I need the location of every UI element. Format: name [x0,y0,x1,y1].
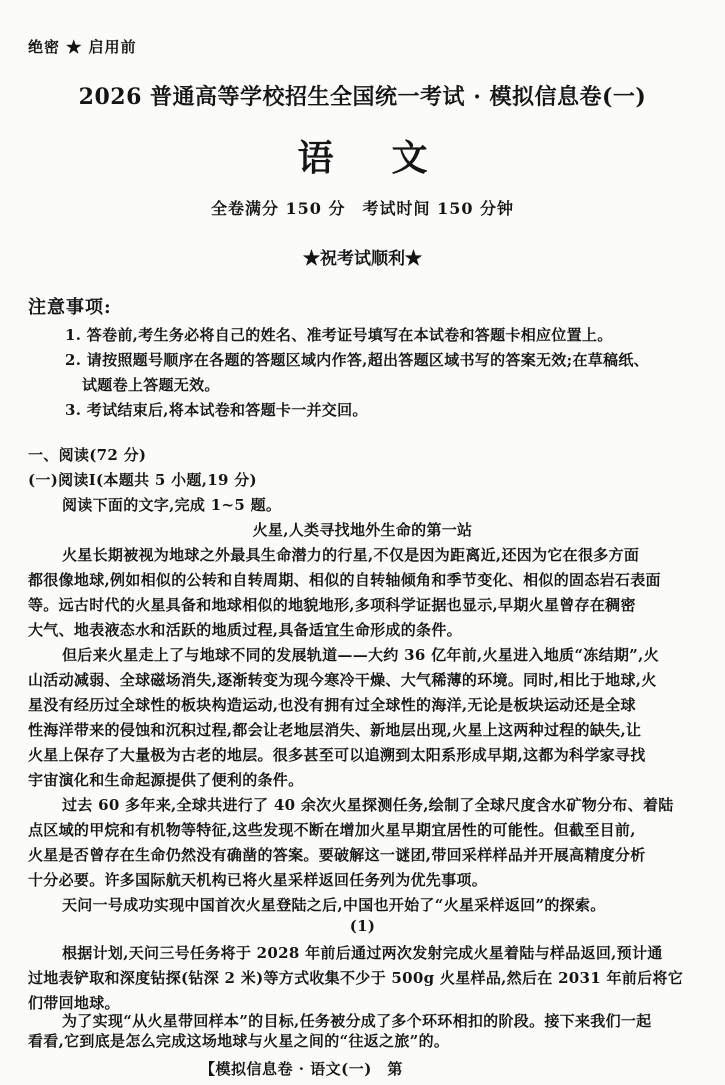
article-line: 看看,它到底是怎么完成这场地球与火星之间的“往返之旅”的。 [28,1032,450,1050]
note-line: 试题卷上答题无效。 [82,376,220,394]
note-line: 2. 请按照题号顺序在各题的答题区域内作答,超出答题区域书写的答案无效;在草稿纸、 [65,351,649,369]
article-line: 火星是否曾存在生命仍然没有确凿的答案。要破解这一谜团,带回采样样品并开展高精度分析 [28,846,646,864]
subsection-heading: (一)阅读Ⅰ(本题共 5 小题,19 分) [28,471,257,489]
article-line: 性海洋带来的侵蚀和沉积过程,都会让老地层消失、新地层出现,火星上这两种过程的缺失,让 [28,721,642,739]
confidential-mark: 绝密 ★ 启用前 [28,38,137,56]
article-line: 火星长期被视为地球之外最具生命潜力的行星,不仅是因为距离近,还因为它在很多方面 [62,546,640,564]
article-title: 火星,人类寻找地外生命的第一站 [252,521,473,539]
article-line: 宇宙演化和生命起源提供了便利的条件。 [28,771,304,789]
article-line: 天问一号成功实现中国首次火星登陆之后,中国也开始了“火星采样返回”的探索。 [62,896,606,914]
article-line: 们带回地球。 [28,994,120,1012]
article-line: 火星上保存了大量极为古老的地层。很多甚至可以追溯到太阳系形成早期,这都为科学家寻找 [28,746,646,764]
article-line: 山活动减弱、全球磁场消失,逐渐转变为现今寒冷干燥、大气稀薄的环境。同时,相比于地球,火 [28,671,657,689]
article-line: 过去 60 多年来,全球共进行了 40 余次火星探测任务,绘制了全球尺度含水矿物分布、着陆 [62,796,674,814]
subject-title: 语文 [297,137,486,179]
section-heading: 一、阅读(72 分) [28,446,147,464]
notes-heading: 注意事项: [28,297,112,318]
article-line: 星没有经历过全球性的板块构造运动,也没有拥有过全球性的海洋,无论是板块运动还是全球 [28,696,636,714]
article-line: 但后来火星走上了与地球不同的发展轨道——大约 36 亿年前,火星进入地质“冻结期”,火 [62,646,659,664]
article-line: 过地表铲取和深度钻探(钻深 2 米)等方式收集不少于 500g 火星样品,然后在 2031 年前后将它 [28,969,684,987]
blessing-line: ★祝考试顺利★ [303,249,422,269]
note-line: 1. 答卷前,考生务必将自己的姓名、准考证号填写在本试卷和答题卡相应位置上。 [65,326,613,344]
page-footer: 【模拟信息卷 · 语文(一) 第 [200,1060,403,1078]
article-line: 大气、地表液态水和活跃的地质过程,具备适宜生命形成的条件。 [28,621,462,639]
article-line: 根据计划,天问三号任务将于 2028 年前后通过两次发射完成火星着陆与样品返回,预计通 [62,944,663,962]
exam-title: 2026 普通高等学校招生全国统一考试 · 模拟信息卷(一) [78,84,647,110]
article-line: 为了实现“从火星带回样本”的目标,任务被分成了多个环环相扣的阶段。接下来我们一起 [62,1012,652,1030]
reading-instruction: 阅读下面的文字,完成 1~5 题。 [62,496,282,514]
subheading-marker: (1) [349,917,376,935]
note-line: 3. 考试结束后,将本试卷和答题卡一并交回。 [65,401,368,419]
article-line: 都很像地球,例如相似的公转和自转周期、相似的自转轴倾角和季节变化、相似的固态岩石表面 [28,571,661,589]
article-line: 十分必要。许多国际航天机构已将火星采样返回任务列为优先事项。 [28,871,488,889]
article-line: 点区域的甲烷和有机物等特征,这些发现不断在增加火星早期宜居性的可能性。但截至目前, [28,821,636,839]
article-line: 等。远古时代的火星具备和地球相似的地貌地形,多项科学证据也显示,早期火星曾存在稠密 [28,596,636,614]
score-time-line: 全卷满分 150 分 考试时间 150 分钟 [210,199,515,218]
